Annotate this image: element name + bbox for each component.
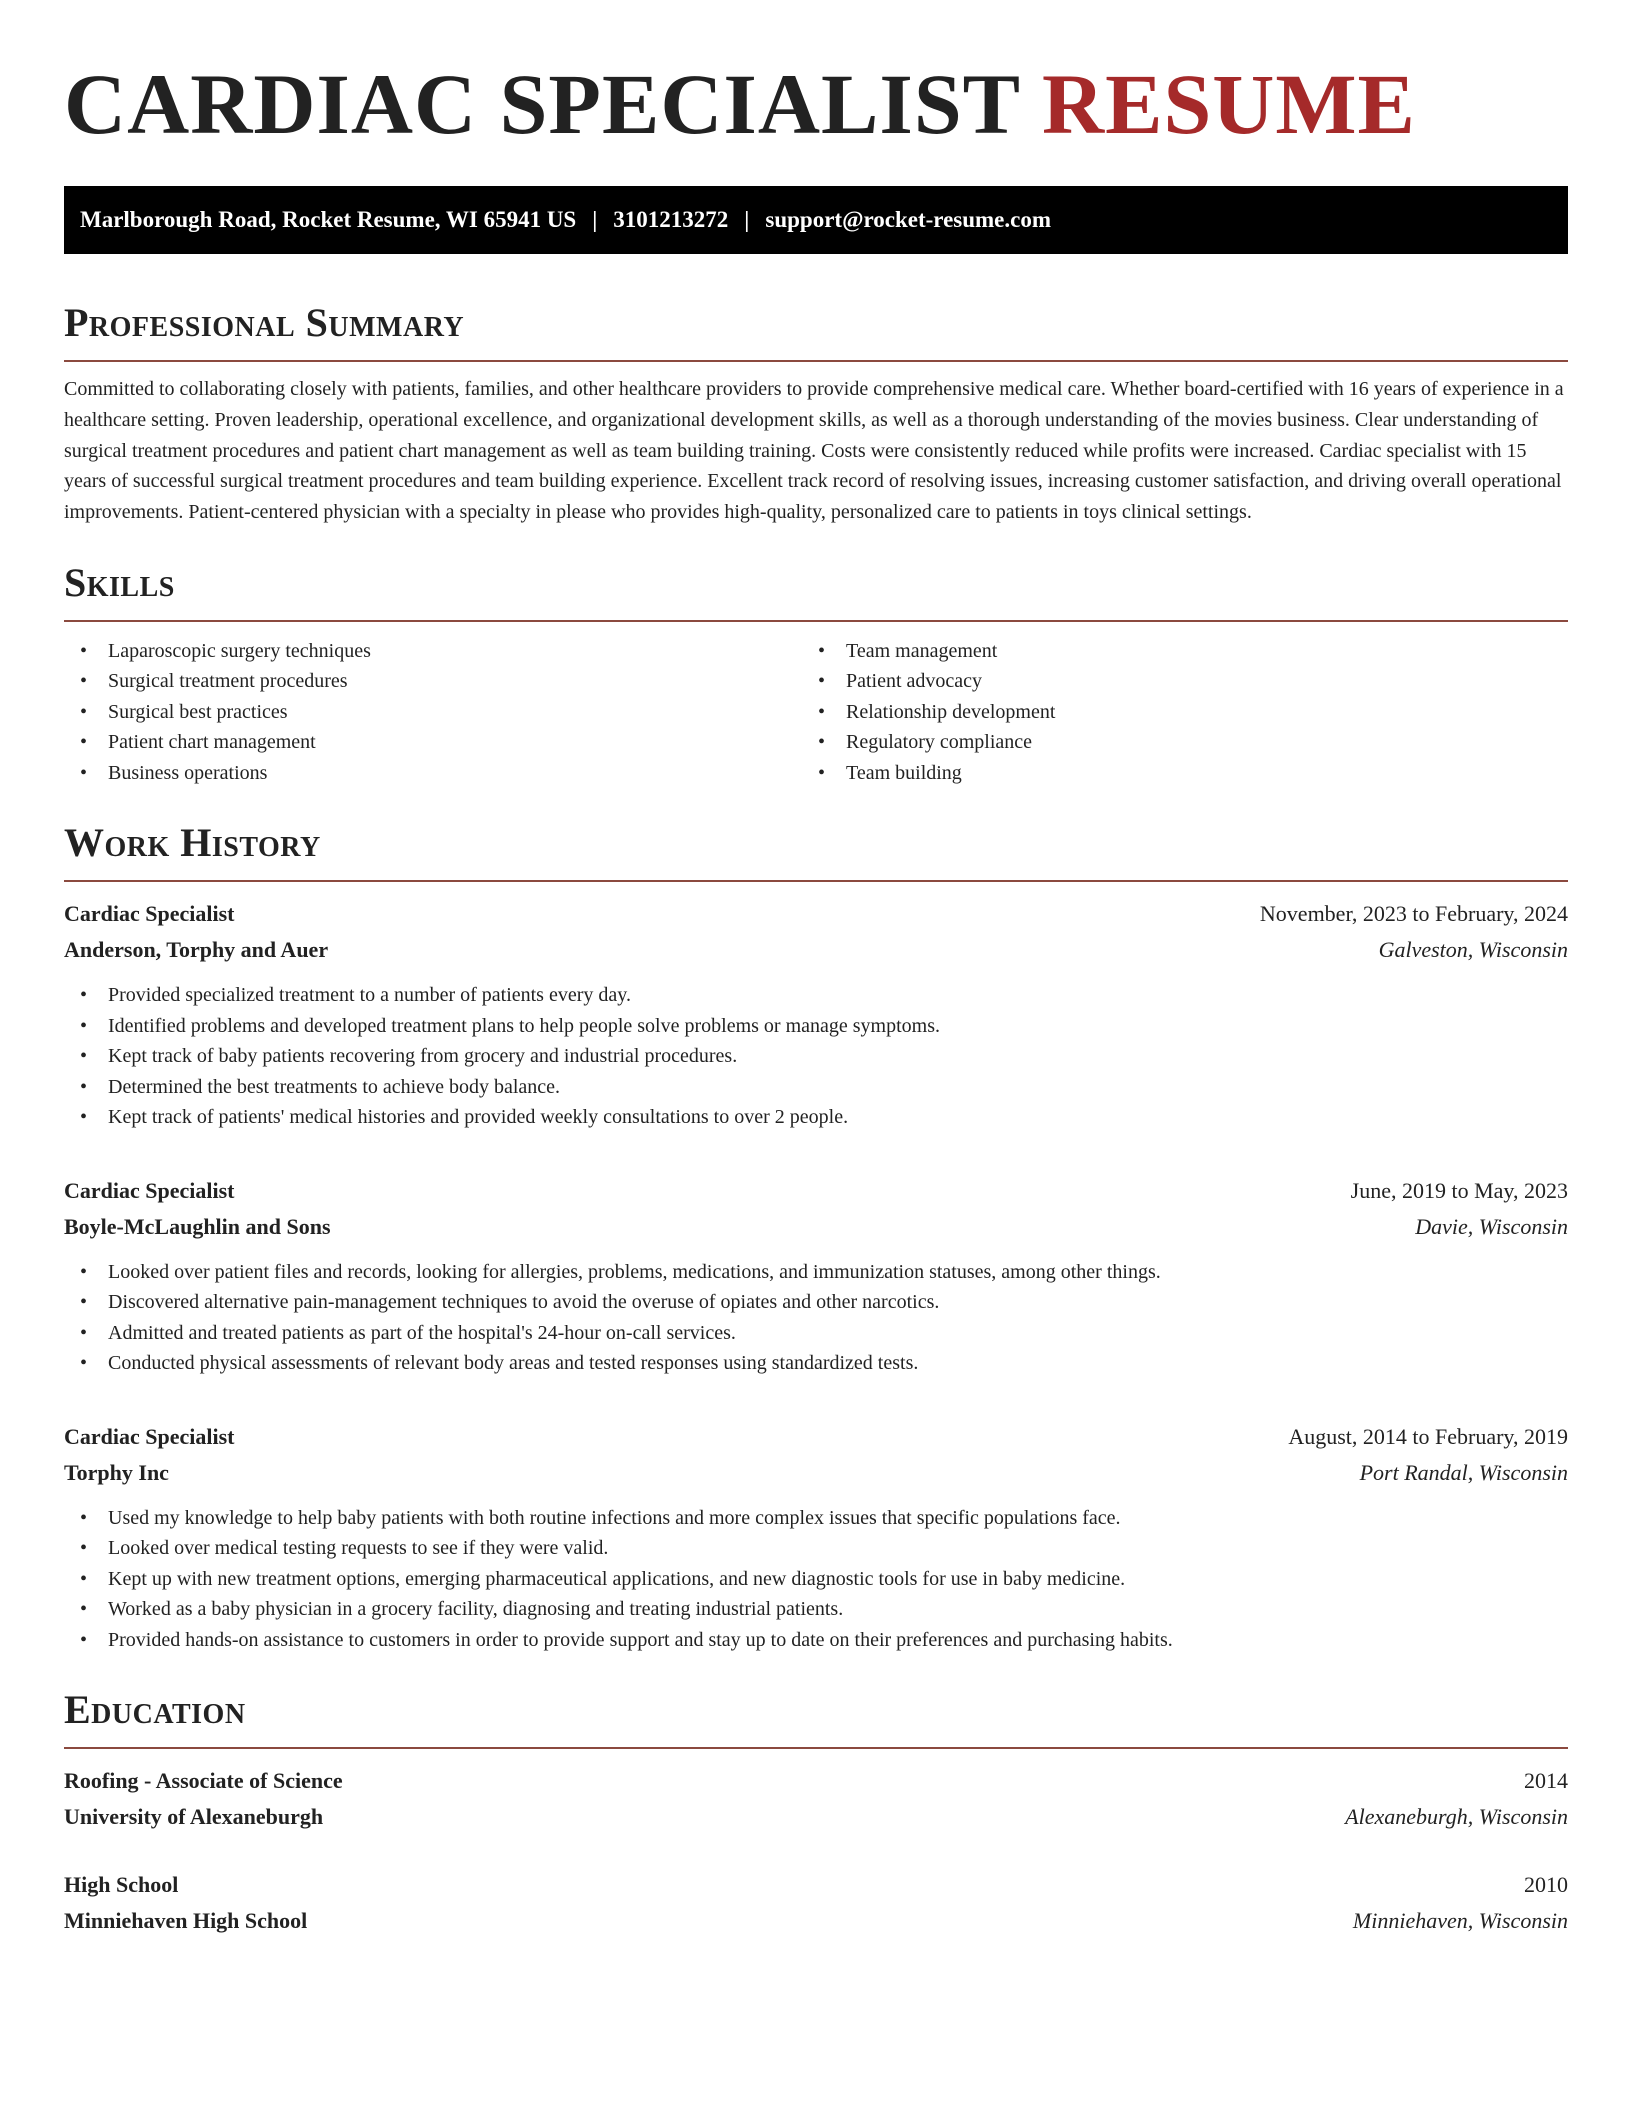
contact-bar <box>64 186 1568 254</box>
job-company-row <box>64 1209 1568 1245</box>
job-dates: August, 2014 to February, 2019 <box>1288 1423 1568 1449</box>
skill-item: • Laparoscopic surgery techniques <box>64 636 802 667</box>
contact-email: support@rocket-resume.com <box>765 207 1052 232</box>
job-dates: June, 2019 to May, 2023 <box>1350 1177 1568 1203</box>
job-bullet: • Provided hands-on assistance to customers in order to provide support and stay up to date on their preferences and purchasing habits. <box>64 1625 1568 1656</box>
contact-address: Marlborough Road, Rocket Resume, WI 65941 US <box>80 207 577 232</box>
skill-item: • Patient advocacy <box>802 666 1540 697</box>
education-school: University of Alexaneburgh <box>64 1804 324 1830</box>
job-bullet: • Conducted physical assessments of relevant body areas and tested responses using standardized tests. <box>64 1348 1568 1379</box>
title-main: CARDIAC SPECIALIST <box>64 56 1020 152</box>
job-bullet: • Worked as a baby physician in a grocery facility, diagnosing and treating industrial patients. <box>64 1594 1568 1625</box>
job-bullet: • Used my knowledge to help baby patients with both routine infections and more complex issues that specific populations face. <box>64 1503 1568 1534</box>
education-entry <box>64 1763 1568 1835</box>
skills-column-right <box>802 636 1540 789</box>
job-bullet: • Kept track of baby patients recovering from grocery and industrial procedures. <box>64 1041 1568 1072</box>
job-bullet: • Kept track of patients' medical histories and provided weekly consultations to over 2 people. <box>64 1102 1568 1133</box>
summary-heading: Professional Summary <box>64 300 1568 362</box>
job-location: Port Randal, Wisconsin <box>1359 1459 1568 1485</box>
job-location: Davie, Wisconsin <box>1415 1213 1568 1239</box>
contact-separator: | <box>744 207 750 232</box>
contact-separator: | <box>592 207 598 232</box>
skills-list-left <box>64 636 802 789</box>
skill-item: • Surgical best practices <box>64 697 802 728</box>
skills-list-right <box>802 636 1540 789</box>
education-year: 2010 <box>1524 1872 1568 1898</box>
job-header-row <box>64 1173 1568 1209</box>
job-title: Cardiac Specialist <box>64 1423 235 1449</box>
skill-item: • Business operations <box>64 758 802 789</box>
job-entry <box>64 1419 1568 1656</box>
education-degree-row <box>64 1867 1568 1903</box>
job-title: Cardiac Specialist <box>64 901 235 927</box>
education-school-row <box>64 1903 1568 1939</box>
job-bullet: • Discovered alternative pain-management techniques to avoid the overuse of opiates and other narcotics. <box>64 1287 1568 1318</box>
job-company-row <box>64 1455 1568 1491</box>
title-accent: RESUME <box>1041 56 1416 152</box>
education-location: Minniehaven, Wisconsin <box>1352 1908 1568 1934</box>
job-bullets <box>64 1503 1568 1656</box>
job-bullet: • Looked over medical testing requests to see if they were valid. <box>64 1533 1568 1564</box>
job-header-row <box>64 1419 1568 1455</box>
job-dates: November, 2023 to February, 2024 <box>1259 901 1568 927</box>
skills-heading: Skills <box>64 560 1568 622</box>
job-company: Torphy Inc <box>64 1459 169 1485</box>
job-bullet: • Kept up with new treatment options, emerging pharmaceutical applications, and new diagnostic tools for use in baby medicine. <box>64 1564 1568 1595</box>
education-heading: Education <box>64 1687 1568 1749</box>
job-company: Anderson, Torphy and Auer <box>64 937 329 963</box>
job-company: Boyle-McLaughlin and Sons <box>64 1213 331 1239</box>
education-degree: Roofing - Associate of Science <box>64 1768 343 1794</box>
skill-item: • Team management <box>802 636 1540 667</box>
work-history-heading: Work History <box>64 820 1568 882</box>
job-entry <box>64 1173 1568 1379</box>
skills-column-left <box>64 636 802 789</box>
job-bullets <box>64 980 1568 1133</box>
job-title: Cardiac Specialist <box>64 1177 235 1203</box>
job-location: Galveston, Wisconsin <box>1378 937 1568 963</box>
job-bullet: • Looked over patient files and records, looking for allergies, problems, medications, and immunization statuses, among other things. <box>64 1257 1568 1288</box>
education-year: 2014 <box>1524 1768 1568 1794</box>
job-header-row <box>64 896 1568 932</box>
skill-item: • Relationship development <box>802 697 1540 728</box>
skill-item: • Regulatory compliance <box>802 727 1540 758</box>
summary-text: Committed to collaborating closely with patients, families, and other healthcare providers to provide comprehensive medical care. Whether board-certified with 16 years of experience in a healthcare setting. Proven leadership, operational excellence, and organizational development skills, as well as a thorough understanding of the movies business. Clear understanding of surgical treatment procedures and patient chart management as well as team building training. Costs were consistently reduced while profits were increased. Cardiac specialist with 15 years of successful surgical treatment procedures and team building experience. Excellent track record of resolving issues, increasing customer satisfaction, and driving overall operational improvements. Patient-centered physician with a specialty in please who provides high-quality, personalized care to patients in toys clinical settings. <box>64 378 1564 524</box>
education-school: Minniehaven High School <box>64 1908 308 1934</box>
education-entry <box>64 1867 1568 1939</box>
job-bullet: • Admitted and treated patients as part of the hospital's 24-hour on-call services. <box>64 1318 1568 1349</box>
job-company-row <box>64 932 1568 968</box>
education-location: Alexaneburgh, Wisconsin <box>1345 1804 1568 1830</box>
job-bullet: • Determined the best treatments to achieve body balance. <box>64 1072 1568 1103</box>
skill-item: • Surgical treatment procedures <box>64 666 802 697</box>
education-degree-row <box>64 1763 1568 1799</box>
skills-columns <box>64 636 1568 789</box>
job-bullet: • Identified problems and developed treatment plans to help people solve problems or manage symptoms. <box>64 1011 1568 1042</box>
skill-item: • Team building <box>802 758 1540 789</box>
job-bullets <box>64 1257 1568 1379</box>
education-degree: High School <box>64 1872 179 1898</box>
contact-phone: 3101213272 <box>613 207 729 232</box>
skill-item: • Patient chart management <box>64 727 802 758</box>
job-entry <box>64 896 1568 1133</box>
resume-title <box>64 56 1568 152</box>
education-school-row <box>64 1799 1568 1835</box>
job-bullet: • Provided specialized treatment to a number of patients every day. <box>64 980 1568 1011</box>
